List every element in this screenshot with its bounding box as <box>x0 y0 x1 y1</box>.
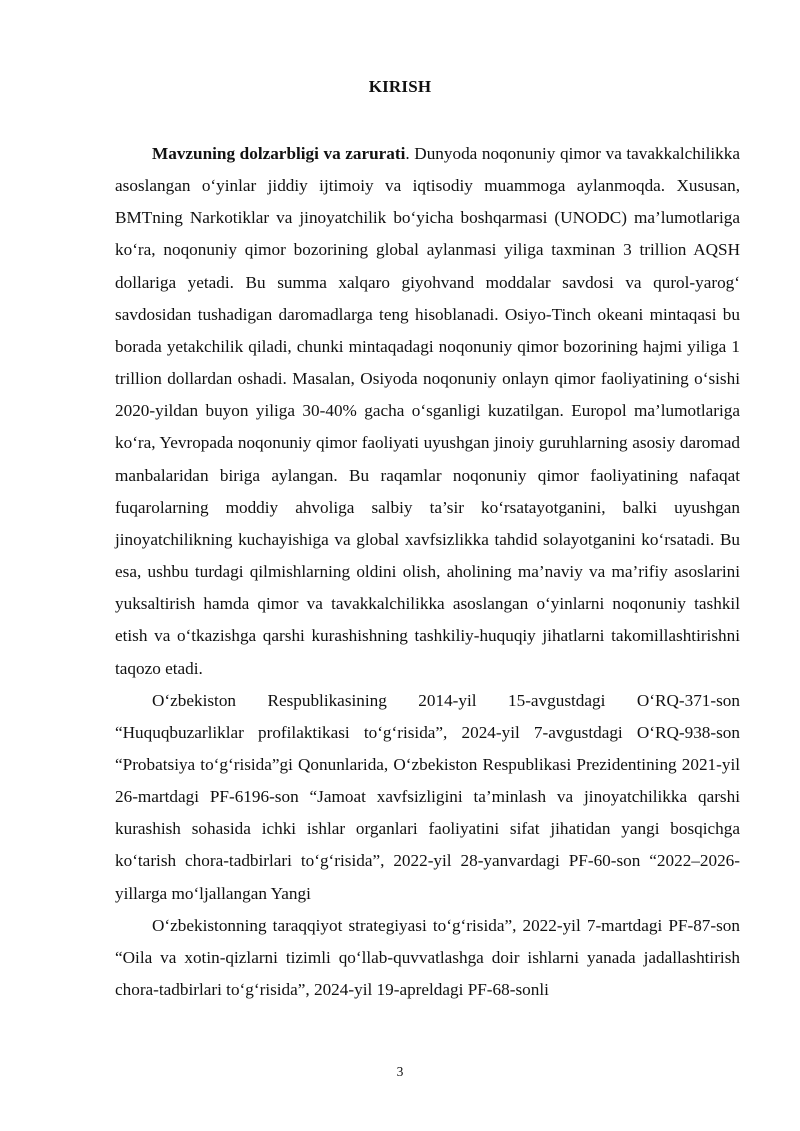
paragraph-text: O‘zbekiston Respublikasining 2014-yil 15-avgustdagi O‘RQ-371-son “Huquqbuzarliklar profilaktikasi to‘g‘risida”, 2024-yil 7-avgustdagi O‘RQ-938-son “Probatsiya to‘g‘risida”gi Qonunlarida, O‘zbekiston Respublikasi Prezidentining 2021-yil 26-martdagi PF-6196-son “Jamoat xavfsizligini ta’minlash va jinoyatchilikka qarshi kurashish sohasida ichki ishlar organlari faoliyatini sifat jihatidan yangi bosqichga ko‘tarish chora-tadbirlari to‘g‘risida”, 2022-yil 28-yanvardagi PF-60-son “2022–2026-yillarga mo‘ljallangan Yangi <box>115 690 740 903</box>
paragraph-text: . Dunyoda noqonuniy qimor va tavakkalchilikka asoslangan o‘yinlar jiddiy ijtimoiy va iqtisodiy muammoga aylanmoqda. Xususan, BMTning Narkotiklar va jinoyatchilik bo‘yicha boshqarmasi (UNODC) ma’lumotlariga ko‘ra, noqonuniy qimor bozorining global aylanmasi yiliga taxminan 3 trillion AQSH dollariga yetadi. Bu summa xalqaro giyohvand moddalar savdosi va qurol-yarog‘ savdosidan tushadigan daromadlarga teng hisoblanadi. Osiyo-Tinch okeani mintaqasi bu borada yetakchilik qiladi, chunki mintaqadagi noqonuniy qimor bozorining hajmi yiliga 1 trillion dollardan oshadi. Masalan, Osiyoda noqonuniy onlayn qimor faoliyatining o‘sishi 2020-yildan buyon yiliga 30-40% gacha o‘sganligi kuzatilgan. Europol ma’lumotlariga ko‘ra, Yevropada noqonuniy qimor faoliyati uyushgan jinoiy guruhlarning asosiy daromad manbalaridan biriga aylangan. Bu raqamlar noqonuniy qimor faoliyatining nafaqat fuqarolarning moddiy ahvoliga salbiy ta’sir ko‘rsatayotganini, balki uyushgan jinoyatchilikning kuchayishiga va global xavfsizlikka tahdid solayotganini ko‘rsatadi. Bu esa, ushbu turdagi qilmishlarning oldini olish, aholining ma’naviy va ma’rifiy asoslarini yuksaltirish hamda qimor va tavakkalchilikka asoslangan o‘yinlarni noqonuniy tashkil etish va o‘tkazishga qarshi kurashishning tashkiliy-huquqiy jihatlarni takomillashtirishni taqozo etadi. <box>115 144 740 678</box>
body-text <box>115 138 740 1006</box>
paragraph-text: O‘zbekistonning taraqqiyot strategiyasi to‘g‘risida”, 2022-yil 7-martdagi PF-87-son “Oila va xotin-qizlarni tizimli qo‘llab-quvvatlashga doir ishlarni yanada jadallashtirish chora-tadbirlari to‘g‘risida”, 2024-yil 19-apreldagi PF-68-sonli <box>115 915 740 1000</box>
paragraph-relevance <box>115 138 740 685</box>
paragraph-legislation <box>115 685 740 910</box>
paragraph-lead-heading: Mavzuning dolzarbligi va zarurati <box>152 144 406 163</box>
page-number: 3 <box>396 1064 404 1079</box>
paragraph-strategy <box>115 910 740 1006</box>
section-title: KIRISH <box>368 77 432 96</box>
